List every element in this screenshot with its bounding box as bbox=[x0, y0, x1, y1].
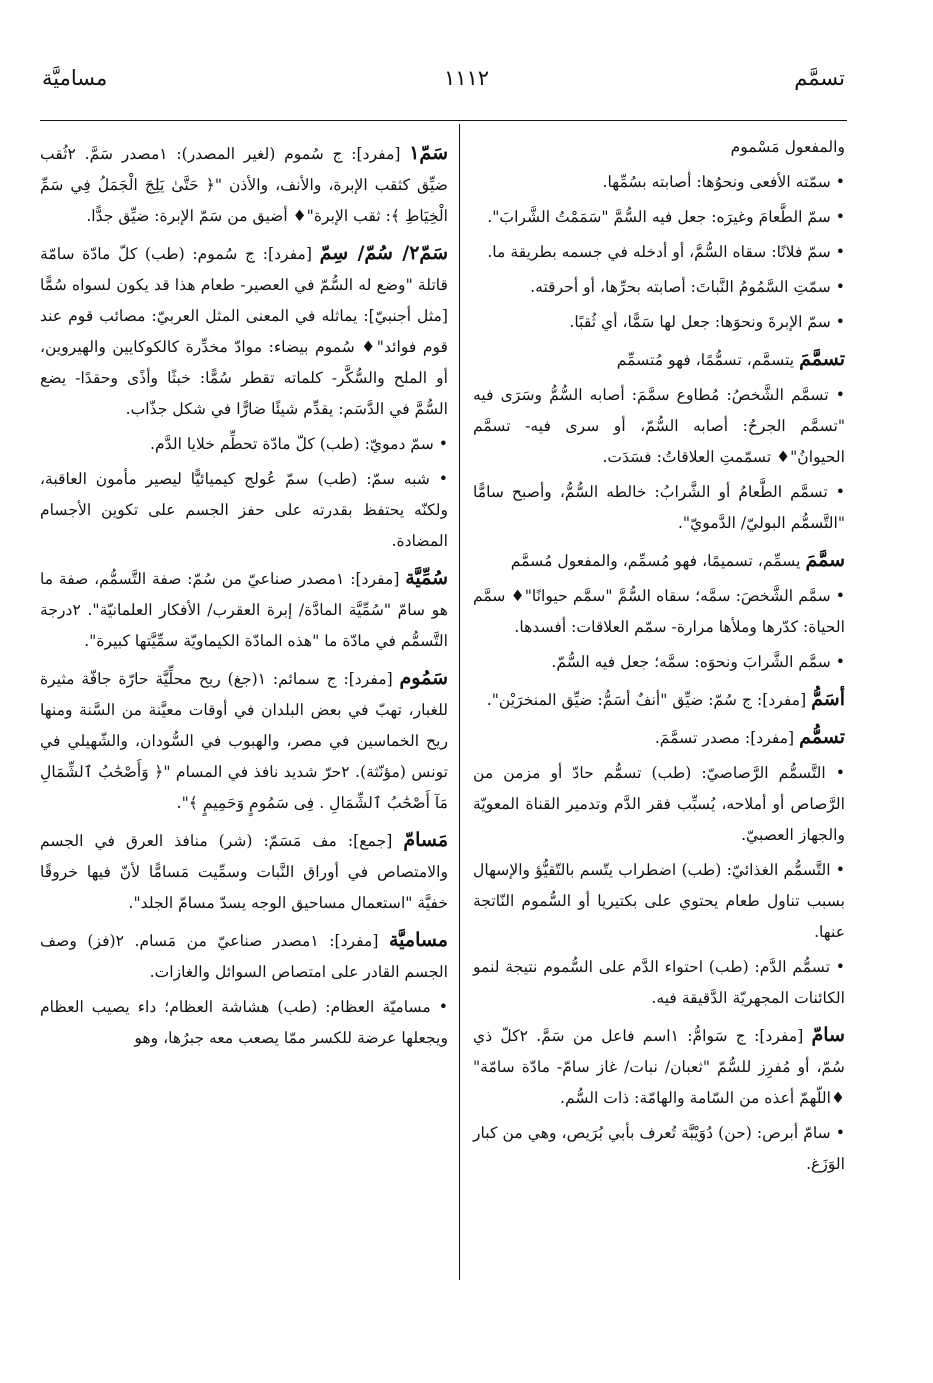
entry-text: • سمَّم الشَّخصَ: سمَّه؛ سقاه السُّمَّ "سمَّم حيوانًا"♦ سمَّم الحياة: كدّرها وملأها مرارة- سمّم العلاقات: أفسدها. bbox=[473, 587, 845, 636]
dictionary-entry bbox=[473, 344, 845, 376]
entry-text: • سمّ الطَّعامَ وغيرَه: جعل فيه السُّمَّ "سَمَمْتُ الشَّرابَ". bbox=[487, 208, 845, 226]
entry-text: • التَّسمُّم الغذائيّ: (طب) اضطراب يتّسم بالتّقيُّؤ والإسهال بسبب تناول طعام يحتوي على بكتيريا أو السُّموم النّاتجة عنها. bbox=[473, 861, 845, 941]
header-guide-word-right: تسمَّم bbox=[794, 66, 845, 90]
left-column bbox=[40, 132, 448, 1058]
entry-text: • سمّتِ السَّمُومُ النَّباتَ: أصابته بحرِّها، أو أحرقته. bbox=[530, 278, 845, 296]
header-guide-word-left: مساميَّة bbox=[42, 66, 108, 90]
entry-sense bbox=[473, 380, 845, 473]
entry-sense bbox=[473, 952, 845, 1014]
headword: مَسامّ bbox=[403, 829, 448, 851]
entry-text: • سمّ دمويّ: (طب) كلّ مادّة تحطِّم خلايا الدَّم. bbox=[150, 435, 448, 453]
dictionary-entry bbox=[40, 238, 448, 425]
dictionary-entry bbox=[473, 722, 845, 754]
entry-sense bbox=[473, 1118, 845, 1180]
entry-text: [مفرد]: ج سُموم (لغير المصدر): ١مصدر سَمَّ. ٢ثُقب ضيِّق كثقب الإبرة، والأنف، والأذن "﴿ حَتَّىٰ يَلِجَ الْجَمَلُ فِي سَمِّ الْخِيَاطِ ﴾: ثقب الإبرة"♦ أضيق من سَمّ الإبرة: ضيِّق جدًّا. bbox=[40, 145, 448, 225]
entry-text: • مساميّة العظام: (طب) هشاشة العظام؛ داء يصيب العظام ويجعلها عرضة للكسر ممّا يصعب معه جبرُها، وهو bbox=[40, 998, 448, 1047]
entry-sense bbox=[473, 132, 845, 163]
header-rule bbox=[40, 120, 847, 121]
entry-sense bbox=[40, 992, 448, 1054]
entry-text: [جمع]: مف مَسَمّ: (شر) منافذ العرق في الجسم والامتصاص في أوراق النَّبات وسمِّيت مَسامًّا لأنّ فيها خروقًا خفيَّة "استعمال مساحيق الوجه يسدّ مسامّ الجلد". bbox=[40, 832, 448, 912]
headword: سمَّمَ bbox=[805, 549, 845, 571]
entry-text: يسمِّم، تسميمًا، فهو مُسمِّم، والمفعول مُسمَّم bbox=[510, 552, 801, 570]
entry-text: يتسمَّم، تسمُّمًا، فهو مُتسمِّم bbox=[616, 351, 795, 369]
entry-sense bbox=[473, 581, 845, 643]
entry-sense bbox=[473, 167, 845, 198]
entry-text: • التَّسمُّم الرَّصاصيّ: (طب) تسمُّم حادّ أو مزمن من الرَّصاص أو أملاحه، يُسبِّب فقر الدَّم وتدمير القناة المعويّة والجهاز العصبيّ. bbox=[473, 764, 845, 844]
dictionary-entry bbox=[40, 663, 448, 819]
entry-text: • تسمَّم الطَّعامُ أو الشَّرابُ: خالطه السُّمُّ، وأصبح سامًّا "التَّسمُّم البوليّ/ الدَّمويّ". bbox=[473, 483, 845, 532]
headword: مساميَّة bbox=[388, 929, 448, 951]
entry-sense bbox=[473, 855, 845, 948]
entry-text: • شبه سمّ: (طب) سمّ عُولج كيميائيًّا ليصير مأمون العاقبة، ولكنّه يحتفظ بقدرته على حفز الجسم على تكوين الأجسام المضادة. bbox=[40, 470, 448, 550]
entry-text: • سمّ الإبرةَ ونحوَها: جعل لها سَمًّا، أي ثُقبًا. bbox=[569, 313, 845, 331]
entry-sense bbox=[473, 477, 845, 539]
entry-text: [مفرد]: ١مصدر صناعيّ من مَسام. ٢(فز) وصف الجسم القادر على امتصاص السوائل والغازات. bbox=[40, 932, 448, 981]
headword: تسمَّمَ bbox=[799, 348, 845, 370]
dictionary-entry bbox=[40, 138, 448, 232]
entry-text: [مفرد]: ج سُموم: (طب) كلّ مادّة سامّة قاتلة "وضع له السُّمّ في العصير- طعام هذا قد يكون لسواه سُمًّا [مثل أجنبيّ]: يماثله في المعنى المثل العربيّ: مصائب قوم عند قوم فوائد"♦ سُموم بيضاء: موادّ مخدِّرة كالكوكايين والهيروين، أو الملح والسُّكَّر- كلماته تقطر سُمًّا: خبثًا وأذًى وحقدًا- يضع السُّمَّ في الدَّسَم: يقدِّم شيئًا ضارًّا في شكل جذّاب. bbox=[40, 245, 448, 418]
headword: أسَمُّ bbox=[811, 688, 845, 710]
entry-sense bbox=[473, 758, 845, 851]
entry-sense bbox=[473, 237, 845, 268]
dictionary-entry bbox=[473, 545, 845, 577]
entry-text: [مفرد]: ١مصدر صناعيّ من سُمّ: صفة التَّسمُّم، صفة ما هو سامّ "سُمِّيَّة المادَّة/ إبرة العقرب/ الأفكار العلمانيّة". ٢درجة التَّسمُّم في مادّة ما "هذه المادّة الكيماويّة سمِّيَّتها كبيرة". bbox=[40, 570, 448, 650]
entry-sense bbox=[473, 202, 845, 233]
entry-sense bbox=[40, 429, 448, 460]
dictionary-entry bbox=[473, 1020, 845, 1114]
entry-text: • تسمُّم الدَّم: (طب) احتواء الدَّم على السُّموم نتيجة لنمو الكائنات المجهريّة الدَّقيقة فيه. bbox=[473, 958, 845, 1007]
headword: سامّ bbox=[811, 1024, 845, 1046]
entry-text: [مفرد]: ج سَوامُّ: ١اسم فاعل من سَمَّ. ٢كلّ ذي سُمّ، أو مُفرِز للسُّمّ "ثعبان/ نبات/ غاز سامّ- مادّة سامّة" ♦اللّهمّ أعذه من السّامة والهامّة: ذات السُّم. bbox=[473, 1027, 845, 1107]
headword: سُمِّيَّة bbox=[405, 567, 449, 589]
entry-text: [مفرد]: ج سُمّ: ضيِّق "أنفٌ أسَمُّ: ضيِّق المنخرَيْن". bbox=[486, 691, 807, 709]
dictionary-entry bbox=[473, 684, 845, 716]
headword: سَمُوم bbox=[399, 667, 449, 689]
entry-text: • سمّ فلانًا: سقاه السُّمَّ، أو أدخله في جسمه بطريقة ما. bbox=[487, 243, 845, 261]
column-divider bbox=[459, 124, 460, 1280]
dictionary-entry bbox=[40, 825, 448, 919]
entry-sense bbox=[473, 307, 845, 338]
entry-text: • سمّته الأفعى ونحوُها: أصابته بسُمِّها. bbox=[602, 173, 845, 191]
entry-text: • سمَّم الشَّرابَ ونحوَه: سمَّه؛ جعل فيه السُّمّ. bbox=[551, 653, 845, 671]
headword: سَمّ٢/ سُمّ/ سِمّ bbox=[319, 242, 448, 264]
entry-sense bbox=[473, 647, 845, 678]
entry-text: والمفعول مَسْموم bbox=[730, 138, 845, 156]
entry-text: • تسمَّم الشَّخصُ: مُطاوع سمَّمَ: أصابه السُّمُّ وسَرَى فيه "تسمَّم الجرحُ: أصابه السُّمّ، أو سرى فيه- تسمَّم الحيوانُ"♦ تسمّمتِ العلاقاتُ: فسَدَت. bbox=[473, 386, 845, 466]
entry-text: • سامّ أبرص: (حن) دُوَيْبَّة تُعرف بأبي بُرَيص، وهي من كبار الوَزَغ. bbox=[473, 1124, 845, 1173]
page-number: ١١١٢ bbox=[443, 66, 490, 90]
right-column bbox=[473, 132, 845, 1184]
dictionary-entry bbox=[40, 563, 448, 657]
entry-sense bbox=[473, 272, 845, 303]
headword: تسمُّم bbox=[799, 726, 845, 748]
entry-text: [مفرد]: ج سمائم: ١(جغ) ريح محلِّيَّة حارّة جافّة مثيرة للغبار، تهبّ في بعض البلدان في أوقات معيَّنة من السَّنة ومنها ريح الخماسين في مصر، والهبوب في السُّودان، والشّهيلي في تونس (مؤنّثة). ٢حرّ شديد نافذ في المسام "﴿ وَأَصْحَٰبُ ٱلشِّمَالِ مَآ أَصْحَٰبُ ٱلشِّمَالِ . فِى سَمُومٍ وَحَمِيمٍ ﴾". bbox=[40, 670, 448, 812]
headword: سَمّ١ bbox=[409, 142, 448, 164]
dictionary-entry bbox=[40, 925, 448, 988]
entry-text: [مفرد]: مصدر تسمَّمَ. bbox=[654, 729, 795, 747]
entry-sense bbox=[40, 464, 448, 557]
